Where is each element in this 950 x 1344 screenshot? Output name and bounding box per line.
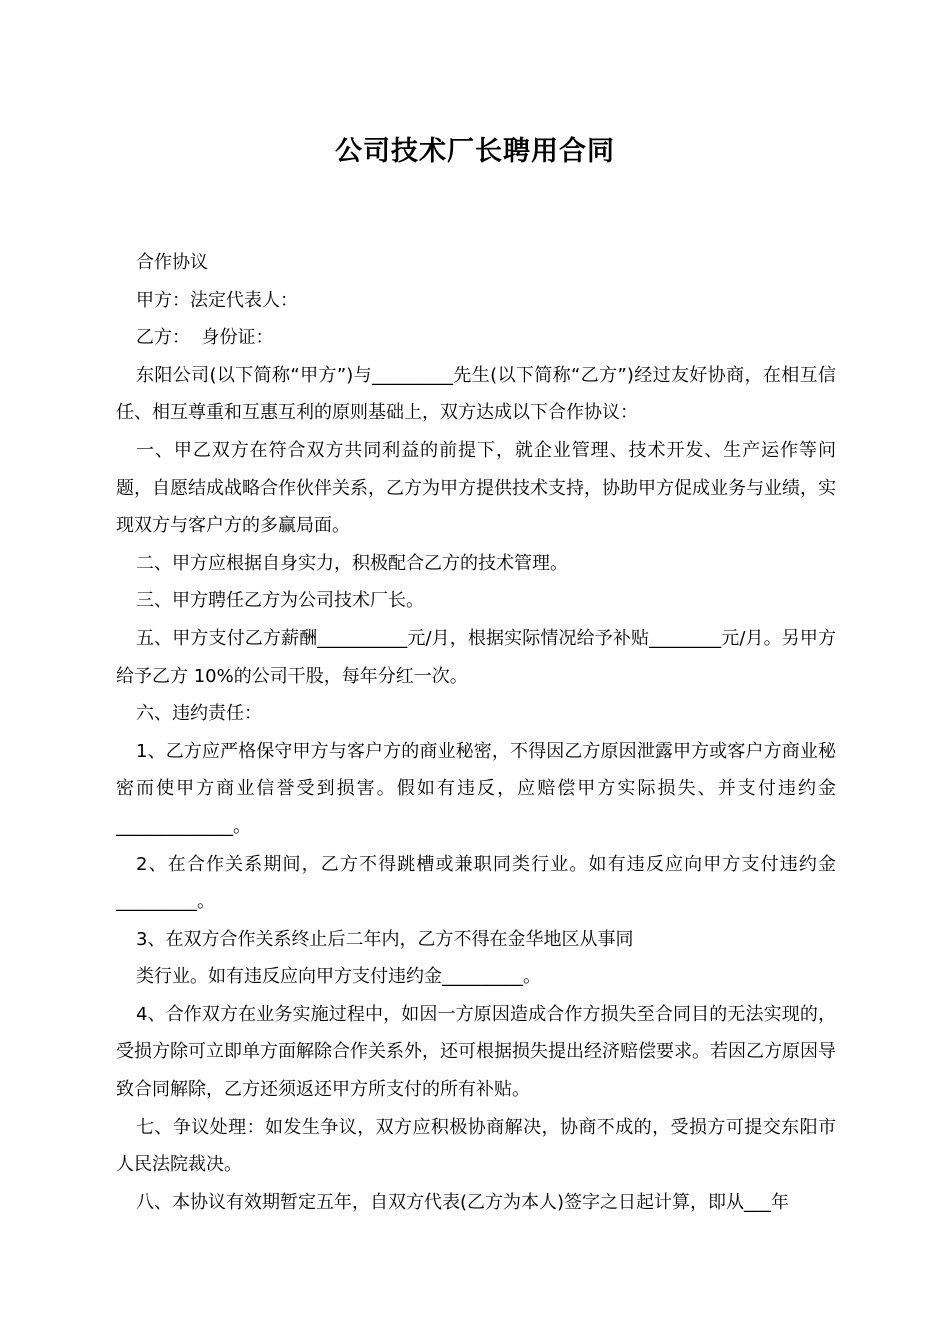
- document-body: [116, 244, 836, 1221]
- paragraph-clause-1: 一、甲乙双方在符合双方共同利益的前提下，就企业管理、技术开发、生产运作等问题，自愿结成战略合作伙伴关系，乙方为甲方提供技术支持，协助甲方促成业务与业绩，实现双方与客户方的多赢局面。: [116, 439, 836, 537]
- document-title: 公司技术厂长聘用合同: [335, 136, 615, 167]
- paragraph-liability-3: 3、在双方合作关系终止后二年内，乙方不得在金华地区从事同: [136, 928, 634, 950]
- paragraph-clause-8: 八、本协议有效期暂定五年，自双方代表(乙方为本人)签字之日起计算，即从___年: [136, 1191, 790, 1213]
- paragraph-liability-2: 2、在合作关系期间，乙方不得跳槽或兼职同类行业。如有违反应向甲方支付违约金_________。: [116, 853, 836, 913]
- paragraph-liability-3-continued: 类行业。如有违反应向甲方支付违约金_________。: [136, 966, 541, 988]
- paragraph-clause-7: 七、争议处理：如发生争议，双方应积极协商解决，协商不成的，受损方可提交东阳市人民法院裁决。: [116, 1116, 836, 1176]
- paragraph-party-a: 甲方：法定代表人：: [136, 289, 298, 311]
- paragraph-clause-3: 三、甲方聘任乙方为公司技术厂长。: [136, 590, 424, 612]
- paragraph-clause-5: 五、甲方支付乙方薪酬__________元/月，根据实际情况给予补贴________元/月。另甲方给予乙方 10%的公司干股，每年分红一次。: [116, 627, 836, 687]
- paragraph-heading: 合作协议: [136, 252, 208, 273]
- paragraph-party-b: 乙方： 身份证：: [136, 327, 274, 349]
- paragraph-clause-6: 六、违约责任：: [136, 703, 262, 725]
- paragraph-liability-4: 4、合作双方在业务实施过程中，如因一方原因造成合作方损失至合同目的无法实现的，受损方除可立即单方面解除合作关系外，还可根据损失提出经济赔偿要求。若因乙方原因导致合同解除，乙方还须返还甲方所支付的所有补贴。: [116, 1003, 836, 1101]
- paragraph-preamble: 东阳公司(以下简称“甲方”)与_________先生(以下简称“乙方”)经过友好协商，在相互信任、相互尊重和互惠互利的原则基础上，双方达成以下合作协议：: [116, 364, 836, 424]
- paragraph-clause-2: 二、甲方应根据自身实力，积极配合乙方的技术管理。: [136, 552, 568, 574]
- paragraph-liability-1: 1、乙方应严格保守甲方与客户方的商业秘密，不得因乙方原因泄露甲方或客户方商业秘密而使甲方商业信誉受到损害。假如有违反，应赔偿甲方实际损失、并支付违约金_____________。: [116, 740, 836, 837]
